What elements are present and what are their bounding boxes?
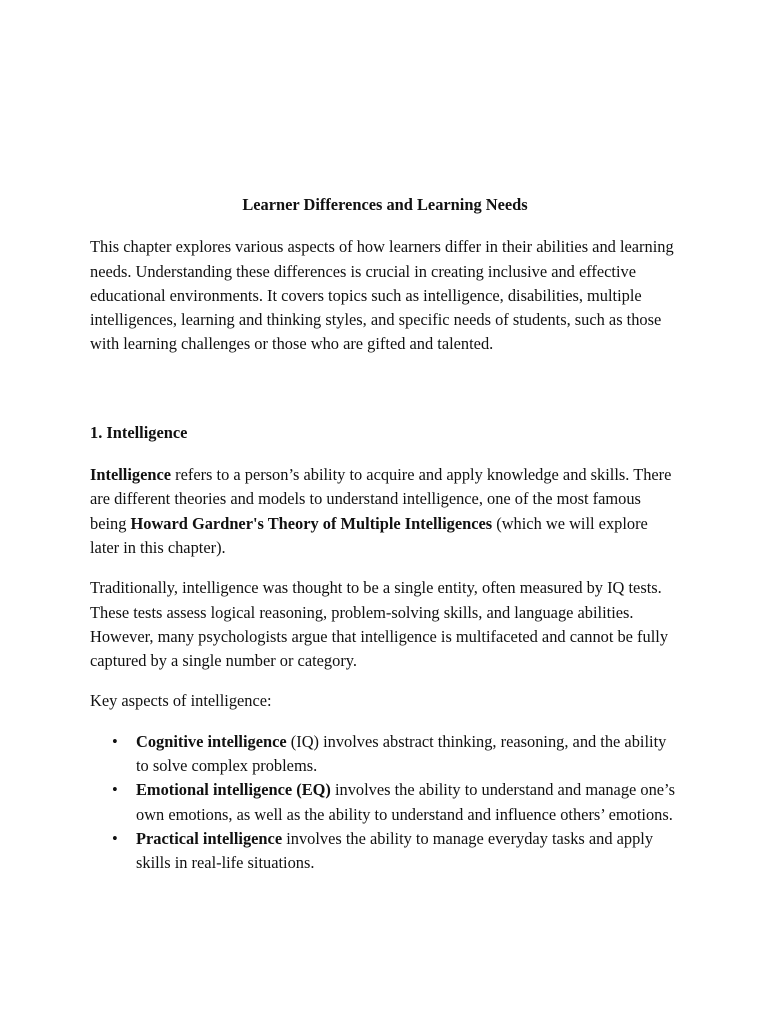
bullet-glyph: •	[112, 828, 118, 848]
document-body	[90, 193, 680, 876]
document-title: Learner Differences and Learning Needs	[242, 195, 528, 214]
section-spacer	[90, 373, 680, 421]
cognitive-term: Cognitive intelligence	[136, 731, 287, 751]
list-item-emotional	[90, 778, 680, 827]
cognitive-text: (IQ) involves abstract thinking, reasoning, and the ability to solve complex problems.	[136, 731, 667, 776]
intelligence-term: Intelligence	[90, 465, 172, 485]
emotional-term: Emotional intelligence (EQ)	[136, 780, 331, 800]
bullet-glyph: •	[112, 780, 118, 800]
definition-text-1: refers to a person’s ability to acquire and apply knowledge and skills. There are different theories and models to understand intelligence, one of the most famous being	[90, 465, 672, 533]
traditional-intelligence-paragraph: Traditionally, intelligence was thought to be a single entity, often measured by IQ tests. These tests assess logical reasoning, problem-solving skills, and language abilities. However, many psychologists argue that intelligence is multifaceted and cannot be fully captured by a single number or category.	[90, 578, 669, 671]
bullet-glyph: •	[112, 731, 118, 751]
list-item-practical	[90, 827, 680, 876]
practical-term: Practical intelligence	[136, 828, 283, 848]
definition-text-2: (which we will explore later in this chapter).	[90, 513, 648, 557]
intelligence-definition-paragraph	[90, 463, 680, 560]
key-aspects-intro: Key aspects of intelligence:	[90, 691, 272, 711]
list-item-cognitive	[90, 730, 680, 779]
intro-paragraph: This chapter explores various aspects of how learners differ in their abilities and learning needs. Understanding these differences is crucial in creating inclusive and effective educational environments. It covers topics such as intelligence, disabilities, multiple intelligences, learning and thinking styles, and specific needs of students, such as those with learning challenges or those who are gifted and talented.	[90, 237, 674, 354]
gardner-theory-term: Howard Gardner's Theory of Multiple Intelligences	[130, 513, 493, 533]
section-heading-intelligence: 1. Intelligence	[90, 422, 188, 442]
practical-text: involves the ability to manage everyday tasks and apply skills in real-life situations.	[136, 828, 654, 873]
key-aspects-list	[90, 730, 680, 876]
emotional-text: involves the ability to understand and manage one’s own emotions, as well as the ability to understand and influence others’ emotions.	[136, 780, 675, 824]
